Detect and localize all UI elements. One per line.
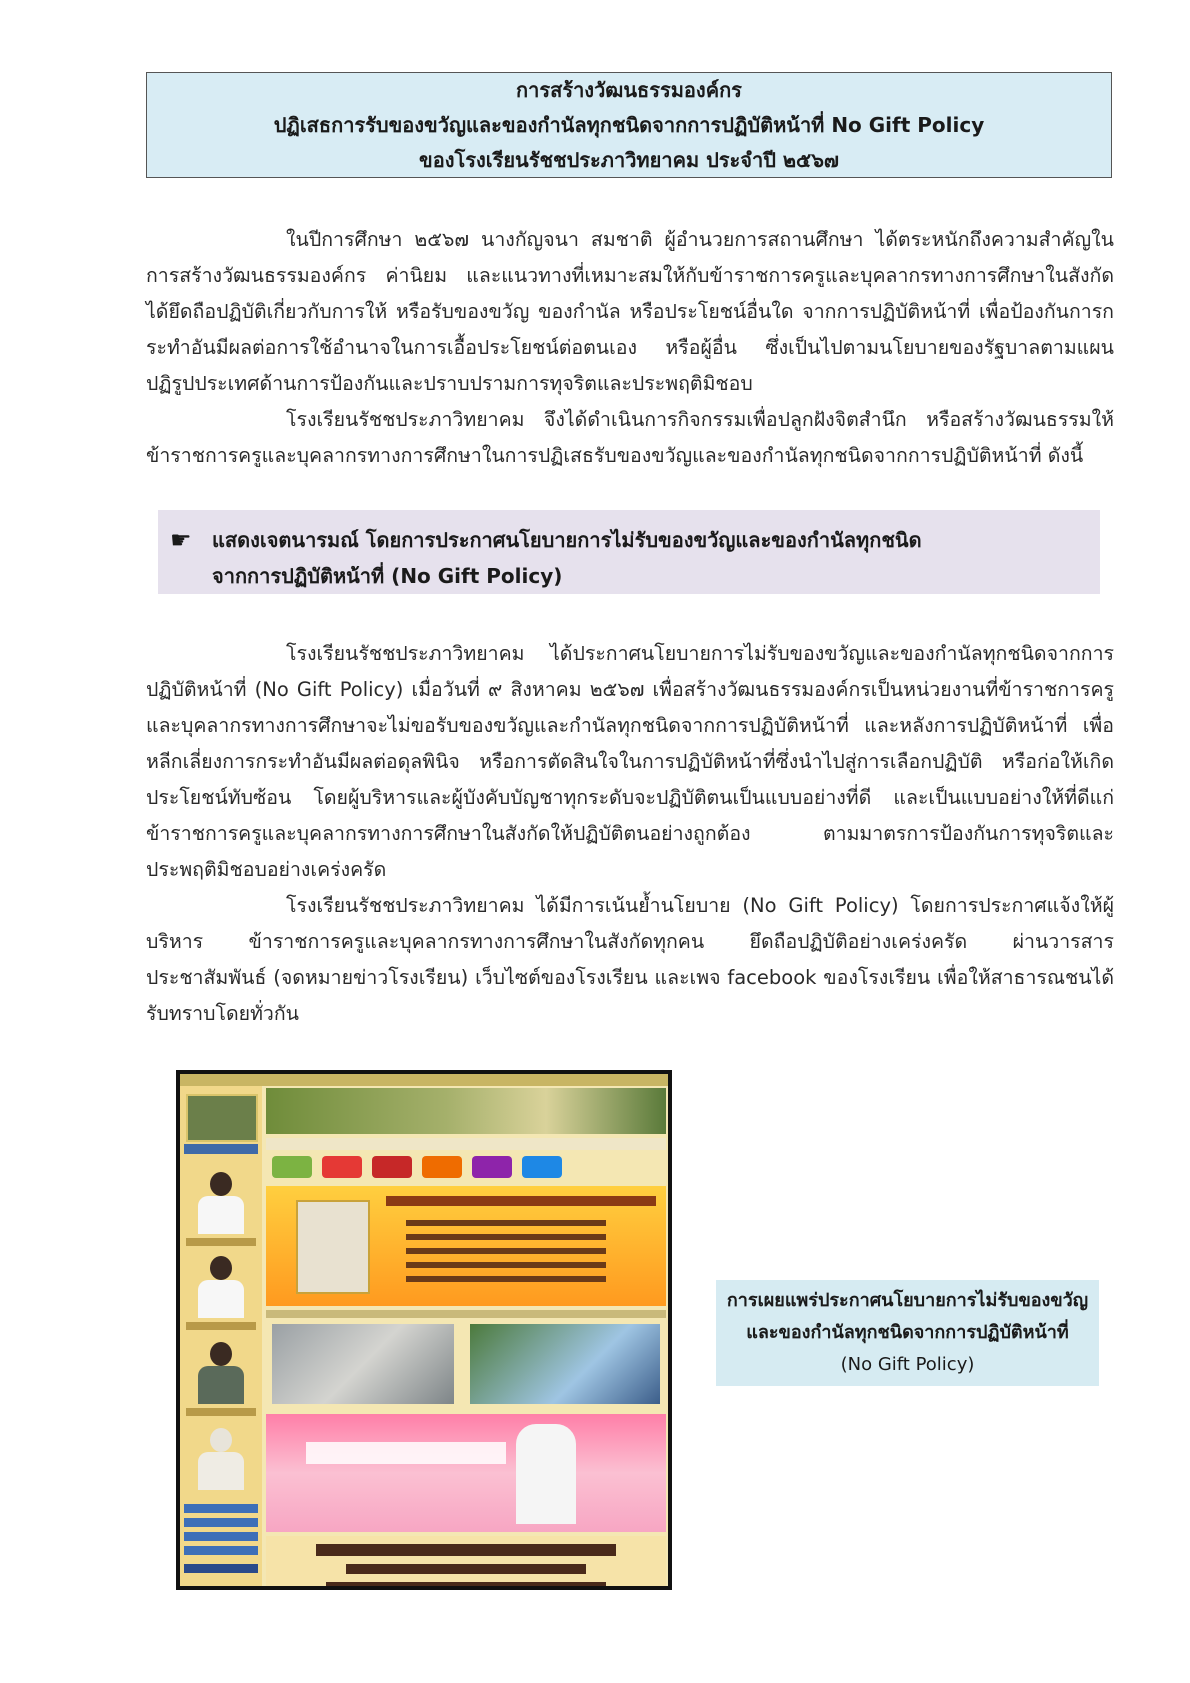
site-sidebar-nav <box>184 1144 258 1154</box>
body-paragraph-2: โรงเรียนรัชชประภาวิทยาคม ได้มีการเน้นย้ำนโยบาย (No Gift Policy) โดยการประกาศแจ้งให้ผู้บริหาร ข้าราชการครูและบุคลากรทางการศึกษาในสังกัดทุกคน ยึดถือปฏิบัติอย่างเคร่งครัด ผ่านวารสารประชาสัมพันธ์ (จดหมายข่าวโรงเรียน) เว็บไซต์ของโรงเรียน และเพจ facebook ของโรงเรียน เพื่อให้สาธารณชนได้รับทราบโดยทั่วกัน <box>146 894 1114 1025</box>
caption-line-1: การเผยแพร่ประกาศนโยบายการไม่รับของขวัญ <box>726 1290 1089 1311</box>
intro-paragraph-1: ในปีการศึกษา ๒๕๖๗ นางกัญจนา สมชาติ ผู้อำนวยการสถานศึกษา ได้ตระหนักถึงความสำคัญในการสร้างวัฒนธรรมองค์กร ค่านิยม และแนวทางที่เหมาะสมให้กับข้าราชการครูและบุคลากรทางการศึกษาในสังกัด ได้ยึดถือปฏิบัติเกี่ยวกับการให้ หรือรับของขวัญ ของกำนัล หรือประโยชน์อื่นใด จากการปฏิบัติหน้าที่ เพื่อป้องกันการกระทำอันมีผลต่อการใช้อำนาจในการเอื้อประโยชน์ต่อตนเอง หรือผู้อื่น ซึ่งเป็นไปตามนโยบายของรัฐบาลตามแผนปฏิรูปประเทศด้านการป้องกันและปราบปรามการทุจริตและประพฤติมิชอบ <box>146 228 1114 395</box>
site-icon <box>422 1156 462 1178</box>
site-icon <box>472 1156 512 1178</box>
staff-caption <box>186 1238 256 1246</box>
news-photo <box>470 1324 660 1404</box>
site-news-strip <box>266 1310 666 1318</box>
site-top-strip <box>180 1074 668 1086</box>
section-banner <box>158 510 1100 594</box>
report-banner <box>266 1536 666 1590</box>
site-icon <box>522 1156 562 1178</box>
staff-caption <box>186 1322 256 1330</box>
staff-photo <box>188 1166 254 1234</box>
site-link <box>184 1518 258 1527</box>
announcement-title-bar <box>386 1196 656 1206</box>
site-icon-row <box>266 1152 666 1182</box>
director-photo <box>516 1424 576 1524</box>
site-link <box>184 1564 258 1573</box>
title-box <box>146 72 1112 178</box>
staff-caption <box>186 1408 256 1416</box>
royal-portrait <box>296 1200 370 1294</box>
banner-line-1: แสดงเจตนารมณ์ โดยการประกาศนโยบายการไม่รับของขวัญและของกำนัลทุกชนิด <box>212 528 922 552</box>
body-paragraph-1: โรงเรียนรัชชประภาวิทยาคม ได้ประกาศนโยบายการไม่รับของขวัญและของกำนัลทุกชนิดจากการปฏิบัติหน้าที่ (No Gift Policy) เมื่อวันที่ ๙ สิงหาคม ๒๕๖๗ เพื่อสร้างวัฒนธรรมองค์กรเป็นหน่วยงานที่ข้าราชการครูและบุคลากรทางการศึกษาจะไม่ขอรับของขวัญและกำนัลทุกชนิดจากการปฏิบัติหน้าที่ และหลังการปฏิบัติหน้าที่ เพื่อหลีกเลี่ยงการกระทำอันมีผลต่อดุลพินิจ หรือการตัดสินใจในการปฏิบัติหน้าที่ซึ่งนำไปสู่การเลือกปฏิบัติ หรือก่อให้เกิดประโยชน์ทับซ้อน โดยผู้บริหารและผู้บังคับบัญชาทุกระดับจะปฏิบัติตนเป็นแบบอย่างที่ดี และเป็นแบบอย่างให้ที่ดีแก่ข้าราชการครูและบุคลากรทางการศึกษาในสังกัดให้ปฏิบัติตนอย่างถูกต้อง ตามมาตรการป้องกันการทุจริตและประพฤติมิชอบอย่างเคร่งครัด <box>146 642 1114 881</box>
website-screenshot <box>176 1070 672 1590</box>
site-link <box>184 1532 258 1541</box>
site-icon <box>272 1156 312 1178</box>
site-icon <box>322 1156 362 1178</box>
site-icon <box>372 1156 412 1178</box>
pointing-hand-icon: ☛ <box>170 526 192 554</box>
school-emblem-icon <box>186 1094 258 1142</box>
caption-line-2: และของกำนัลทุกชนิดจากการปฏิบัติหน้าที่ <box>746 1322 1069 1343</box>
site-menu-bar <box>266 1138 666 1150</box>
site-link <box>184 1504 258 1513</box>
title-line-1: การสร้างวัฒนธรรมองค์กร <box>516 77 742 102</box>
site-header-banner <box>266 1088 666 1134</box>
news-photo <box>272 1324 454 1404</box>
banner-line-2: จากการปฏิบัติหน้าที่ (No Gift Policy) <box>212 564 563 588</box>
site-link <box>184 1546 258 1555</box>
site-announcement-banner <box>266 1186 666 1306</box>
title-line-3: ของโรงเรียนรัชชประภาวิทยาคม ประจำปี ๒๕๖๗ <box>419 147 839 172</box>
title-line-2: ปฏิเสธการรับของขวัญและของกำนัลทุกชนิดจากการปฏิบัติหน้าที่ No Gift Policy <box>273 112 985 137</box>
staff-photo <box>188 1250 254 1318</box>
image-caption <box>716 1280 1099 1386</box>
staff-photo <box>188 1336 254 1404</box>
no-gift-poster <box>266 1414 666 1532</box>
caption-line-3: (No Gift Policy) <box>840 1354 975 1375</box>
intro-paragraph-2: โรงเรียนรัชชประภาวิทยาคม จึงได้ดำเนินการกิจกรรมเพื่อปลูกฝังจิตสำนึก หรือสร้างวัฒนธรรมให้ข้าราชการครูและบุคลากรทางการศึกษาในการปฏิเสธรับของขวัญและของกำนัลทุกชนิดจากการปฏิบัติหน้าที่ ดังนี้ <box>146 408 1114 467</box>
staff-photo <box>188 1422 254 1490</box>
